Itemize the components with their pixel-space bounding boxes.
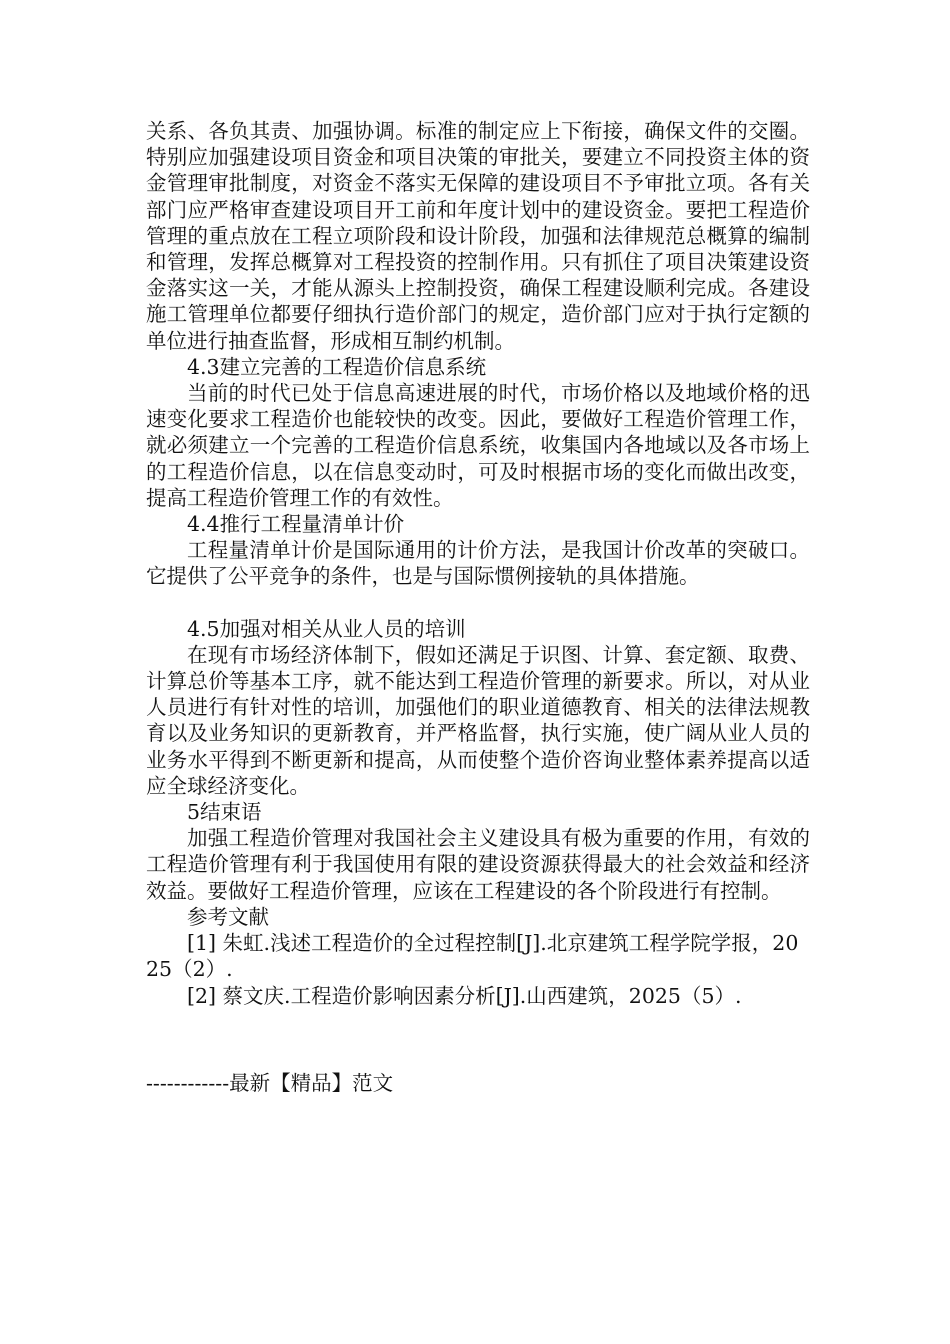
paragraph-4-4: 工程量清单计价是国际通用的计价方法，是我国计价改革的突破口。它提供了公平竞争的条件，也是与国际惯例接轨的具体措施。	[146, 538, 810, 589]
section-heading-4-5: 4.5加强对相关从业人员的培训	[187, 616, 466, 641]
reference-item-1: [1] 朱虹.浅述工程造价的全过程控制[J].北京建筑工程学院学报，2025（2）.	[146, 931, 799, 982]
section-heading-4-4: 4.4推行工程量清单计价	[187, 512, 405, 537]
document-body	[146, 118, 810, 1009]
paragraph-5: 加强工程造价管理对我国社会主义建设具有极为重要的作用，有效的工程造价管理有利于我国使用有限的建设资源获得最大的社会效益和经济效益。要做好工程造价管理，应该在工程建设的各个阶段进行有控制。	[146, 826, 810, 903]
blank-line	[146, 590, 810, 616]
footer-tagline: ------------最新【精品】范文	[146, 1071, 394, 1095]
references-heading: 参考文献	[187, 904, 269, 929]
reference-item-2: [2] 蔡文庆.工程造价影响因素分析[J].山西建筑，2025（5）.	[187, 983, 742, 1008]
section-heading-4-3: 4.3建立完善的工程造价信息系统	[187, 354, 487, 379]
paragraph-4-5: 在现有市场经济体制下，假如还满足于识图、计算、套定额、取费、计算总价等基本工序，就不能达到工程造价管理的新要求。所以，对从业人员进行有针对性的培训，加强他们的职业道德教育、相关的法律法规教育以及业务知识的更新教育，并严格监督，执行实施，使广阔从业人员的业务水平得到不断更新和提高，从而使整个造价咨询业整体素养提高以适应全球经济变化。	[146, 642, 810, 798]
section-heading-5: 5结束语	[187, 800, 262, 825]
paragraph-4-3: 当前的时代已处于信息高速进展的时代，市场价格以及地域价格的迅速变化要求工程造价也能较快的改变。因此，要做好工程造价管理工作，就必须建立一个完善的工程造价信息系统，收集国内各地域以及各市场上的工程造价信息，以在信息变动时，可及时根据市场的变化而做出改变，提高工程造价管理工作的有效性。	[146, 381, 810, 510]
paragraph-continuation: 关系、各负其责、加强协调。标准的制定应上下衔接，确保文件的交圈。特别应加强建设项目资金和项目决策的审批关，要建立不同投资主体的资金管理审批制度，对资金不落实无保障的建设项目不予审批立项。各有关部门应严格审查建设项目开工前和年度计划中的建设资金。要把工程造价管理的重点放在工程立项阶段和设计阶段，加强和法律规范总概算的编制和管理，发挥总概算对工程投资的控制作用。只有抓住了项目决策建设资金落实这一关，才能从源头上控制投资，确保工程建设顺利完成。各建设施工管理单位都要仔细执行造价部门的规定，造价部门应对于执行定额的单位进行抽查监督，形成相互制约机制。	[146, 119, 810, 353]
